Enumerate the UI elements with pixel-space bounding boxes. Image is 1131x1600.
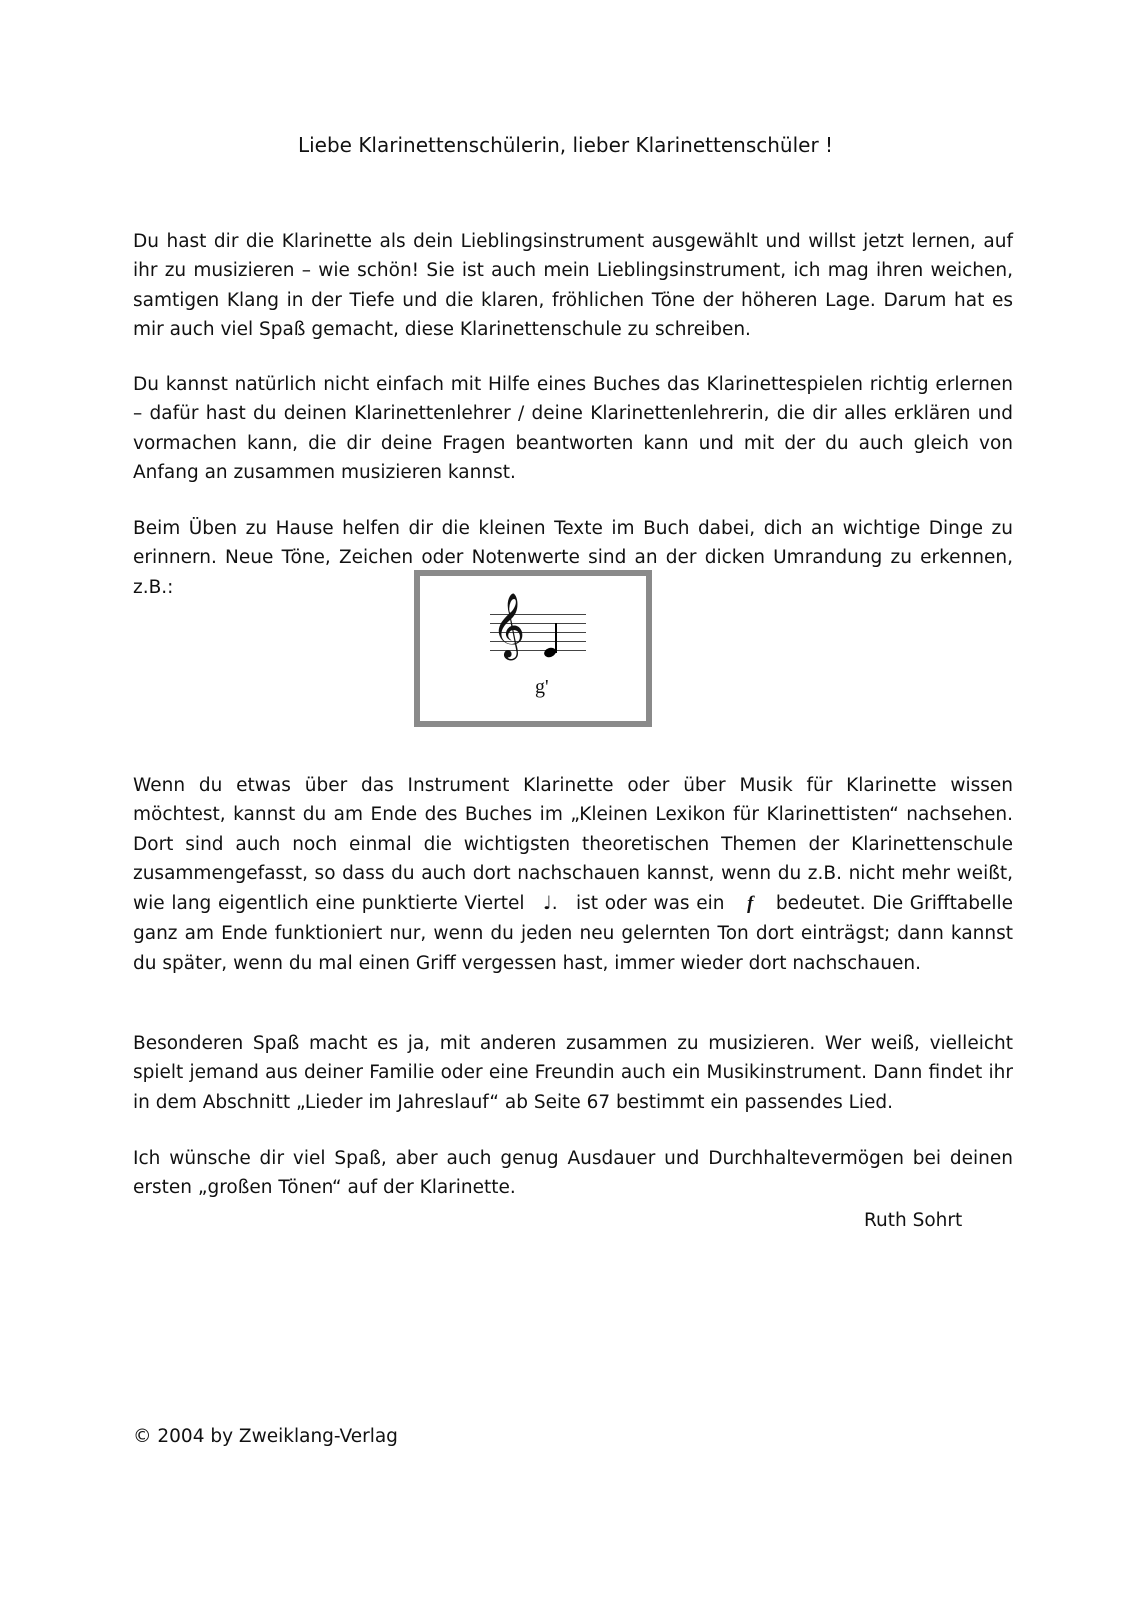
copyright-notice bbox=[133, 1426, 398, 1447]
author-signature: Ruth Sohrt bbox=[864, 1210, 963, 1231]
paragraph-practice: Beim Üben zu Hause helfen dir die kleinen Texte im Buch dabei, dich an wichtige Dinge zu erinnern. Neue Töne, Zeichen oder Notenwerte sind an der dicken Umrandung zu erkennen, z.B.: bbox=[133, 517, 1013, 598]
example-note-box bbox=[414, 570, 652, 727]
paragraph-teacher: Du kannst natürlich nicht einfach mit Hilfe eines Buches das Klarinettespielen richtig erlernen – dafür hast du deinen Klarinettenlehrer / deine Klarinettenlehrerin, die dir alles erklären und vormachen kann, die dir deine Fragen beantworten kann und mit der du auch gleich von Anfang an zusammen musizieren kannst. bbox=[133, 373, 1013, 483]
paragraph-lexicon bbox=[133, 771, 1013, 979]
treble-clef-icon: 𝄞 bbox=[492, 593, 526, 658]
copyright-text: 2004 by Zweiklang-Verlag bbox=[157, 1426, 398, 1447]
dotted-quarter-note-icon: ♩. bbox=[542, 892, 558, 914]
paragraph-lexicon-part3: bedeutet. Die Grifftabelle ganz am Ende funktioniert nur, wenn du jeden neu gelernten Ton dort einträgst; dann kannst du später, wenn du mal einen Griff vergessen hast, immer wieder dort nachschauen. bbox=[133, 892, 1014, 974]
quarter-note-stem bbox=[555, 623, 557, 653]
letter-title: Liebe Klarinettenschülerin, lieber Klarinettenschüler ! bbox=[297, 133, 834, 157]
paragraph-lexicon-part2: ist oder was ein bbox=[575, 892, 725, 914]
paragraph-ensemble: Besonderen Spaß macht es ja, mit anderen zusammen zu musizieren. Wer weiß, vielleicht spielt jemand aus deiner Familie oder eine Freundin auch ein Musikinstrument. Dann findet ihr in dem Abschnitt „Lieder im Jahreslauf“ ab Seite 67 bestimmt ein passendes Lied. bbox=[133, 1032, 1013, 1113]
paragraph-lexicon-part1: Wenn du etwas über das Instrument Klarinette oder über Musik für Klarinette wissen möchtest, kannst du am Ende des Buches im „Kleinen Lexikon für Klarinettisten“ nachsehen. Dort sind auch noch einmal die wichtigsten theoretischen Themen der Klarinettenschule zusammengefasst, so dass du auch dort nachschauen kannst, wenn du z.B. nicht mehr weißt, wie lang eigentlich eine punktierte Viertel bbox=[133, 774, 1013, 914]
paragraph-intro: Du hast dir die Klarinette als dein Lieblingsinstrument ausgewählt und willst jetzt lernen, auf ihr zu musizieren – wie schön! Sie ist auch mein Lieblingsinstrument, ich mag ihren weichen, samtigen Klang in der Tiefe und die klaren, fröhlichen Töne der höheren Lage. Darum hat es mir auch viel Spaß gemacht, diese Klarinettenschule zu schreiben. bbox=[133, 230, 1013, 340]
forte-dynamic-icon: f bbox=[747, 893, 754, 914]
paragraph-wishes: Ich wünsche dir viel Spaß, aber auch genug Ausdauer und Durchhaltevermögen bei deinen ersten „großen Tönen“ auf der Klarinette. bbox=[133, 1147, 1013, 1198]
copyright-icon: © bbox=[133, 1426, 152, 1447]
note-name-label: g' bbox=[535, 676, 549, 698]
